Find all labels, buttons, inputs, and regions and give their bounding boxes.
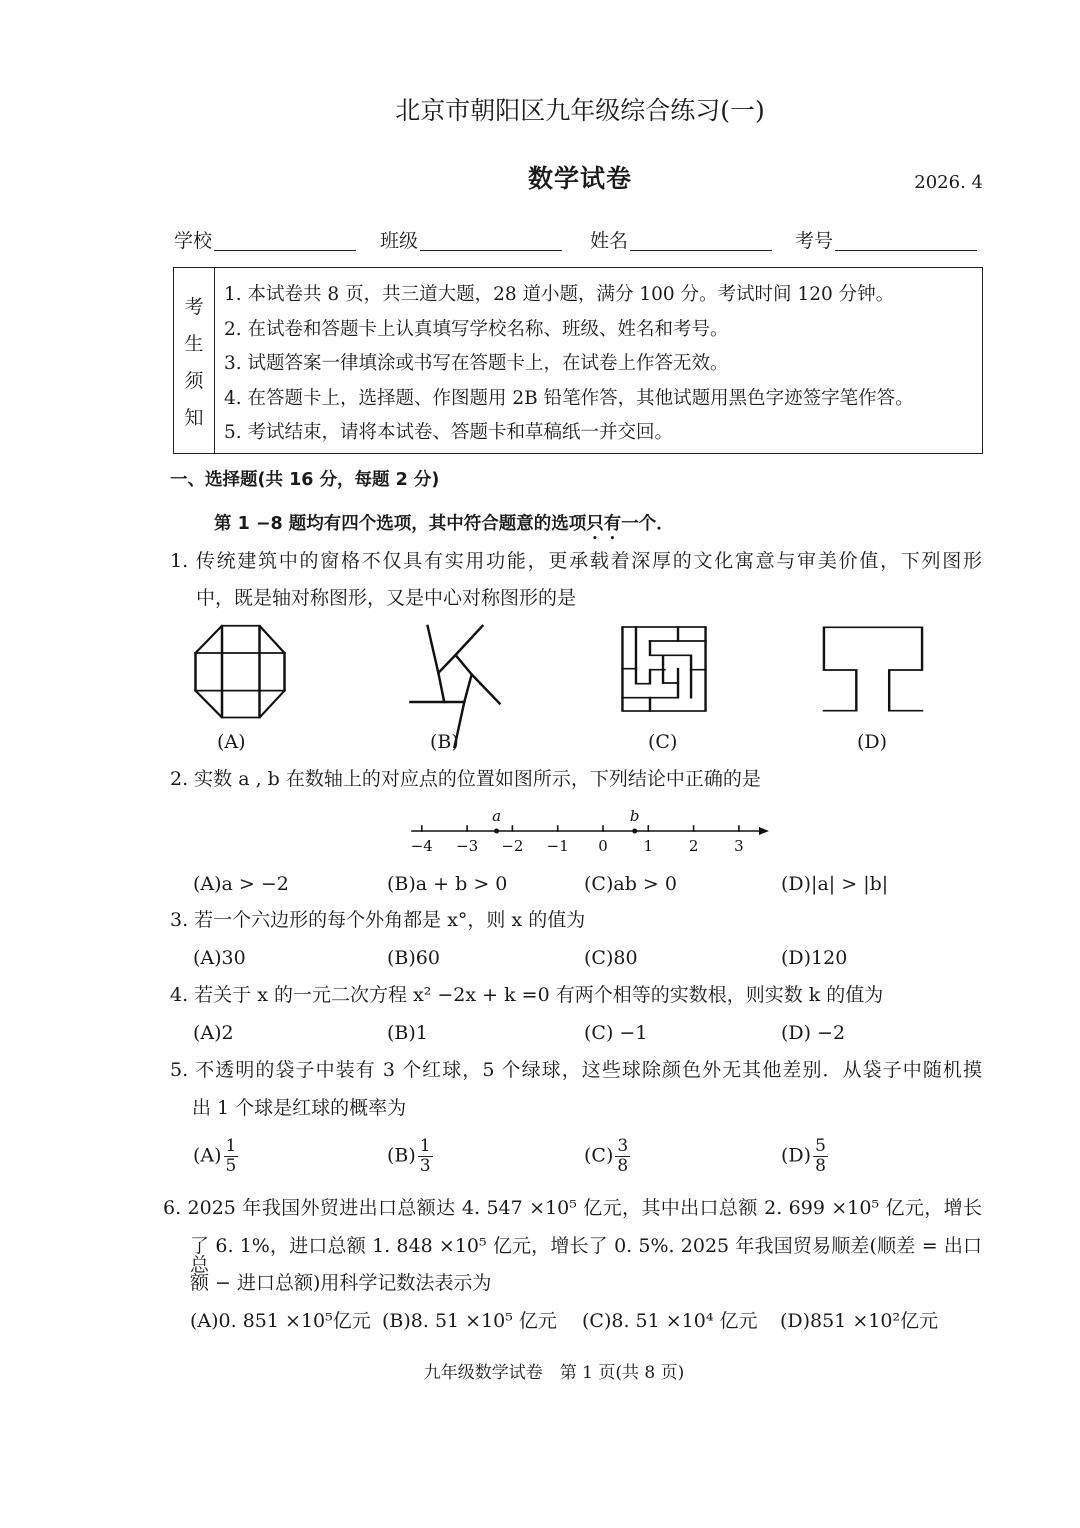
fraction [418, 1138, 433, 1175]
denominator: 8 [617, 1156, 629, 1176]
notice-label [174, 268, 215, 453]
notice-label-char: 须 [184, 369, 204, 392]
notice-label-char: 考 [184, 295, 204, 318]
question-6-stem-line: 额 − 进口总额)用科学记数法表示为 [190, 1272, 492, 1294]
number-line-point-a [494, 829, 499, 834]
name-blank [630, 230, 772, 251]
number-line-tick-label: −2 [501, 837, 524, 855]
numerator: 1 [225, 1136, 237, 1156]
number-line-tick-label: −1 [546, 837, 569, 855]
number-line [405, 800, 775, 860]
question-5-stem-line: 出 1 个球是红球的概率为 [192, 1097, 407, 1119]
school-field [174, 230, 356, 251]
question-4-option-d: (D) −2 [781, 1022, 846, 1044]
notice-item: 1. 本试卷共 8 页，共三道大题，28 道小题，满分 100 分。考试时间 120 分钟。 [224, 284, 895, 305]
question-6-stem-line: 6. 2025 年我国外贸进出口总额达 4. 547 ×10⁵ 亿元，其中出口总额 2. 699 ×10⁵ 亿元，增长 [163, 1197, 982, 1219]
class-field [380, 230, 562, 251]
page-footer: 九年级数学试卷 第 1 页(共 8 页) [423, 1363, 685, 1383]
fraction [813, 1138, 828, 1175]
field-label: 考号 [795, 230, 834, 252]
fraction [224, 1138, 239, 1175]
question-3-option-d: (D)120 [781, 947, 848, 969]
question-1-stem-line: 1. 传统建筑中的窗格不仅具有实用功能，更承载着深厚的文化寓意与审美价值，下列图形 [170, 550, 982, 572]
fraction [615, 1138, 630, 1175]
figure-label: (C) [648, 731, 678, 753]
question-2-option-d: (D)|a| > |b| [781, 873, 889, 895]
number-line-tick-label: −4 [410, 837, 433, 855]
question-5-option-c [584, 1138, 630, 1175]
figure-b-pinwheel [408, 624, 502, 748]
question-4-option-a: (A)2 [193, 1022, 234, 1044]
field-label: 姓名 [590, 230, 629, 252]
question-6-option-b: (B)8. 51 ×10⁵ 亿元 [382, 1310, 557, 1332]
number-line-point-label: a [492, 807, 502, 825]
question-4-option-c: (C) −1 [584, 1022, 648, 1044]
question-5-option-d [781, 1138, 828, 1175]
figure-c-maze [621, 626, 707, 712]
exam-number-blank [835, 230, 977, 251]
exam-notice-box [173, 267, 983, 454]
figure-label: (D) [857, 731, 888, 753]
notice-label-char: 生 [184, 332, 204, 355]
section-instruction [214, 514, 674, 544]
exam-date: 2026. 4 [914, 172, 983, 193]
notice-item: 4. 在答题卡上，选择题、作图题用 2B 铅笔作答，其他试题用黑色字迹签字笔作答。 [224, 387, 914, 409]
option-label: (C) [584, 1144, 614, 1167]
notice-item: 3. 试题答案一律填涂或书写在答题卡上，在试卷上作答无效。 [224, 353, 729, 374]
notice-label-char: 知 [184, 406, 204, 429]
question-3-stem: 3. 若一个六边形的每个外角都是 x°，则 x 的值为 [170, 909, 586, 931]
question-2-option-a: (A)a > −2 [193, 873, 289, 895]
section-heading: 一、选择题(共 16 分，每题 2 分) [170, 470, 440, 490]
question-1-stem-line: 中，既是轴对称图形，又是中心对称图形的是 [196, 587, 577, 609]
question-5-option-a [193, 1138, 238, 1175]
numerator: 5 [815, 1136, 826, 1156]
notice-item: 2. 在试卷和答题卡上认真填写学校名称、班级、姓名和考号。 [224, 318, 729, 340]
denominator: 3 [419, 1156, 431, 1176]
notice-item: 5. 考试结束，请将本试卷、答题卡和草稿纸一并交回。 [224, 422, 674, 443]
instruction-text: 第 1 −8 题均有四个选项，其中符合题意的选项 [214, 514, 587, 534]
option-label: (A) [193, 1144, 222, 1167]
number-line-tick-label: −3 [456, 837, 479, 855]
question-6-stem-line: 了 6. 1%，进口总额 1. 848 ×10⁵ 亿元，增长了 0. 5%. 2025 年我国贸易顺差(顺差 = 出口总 [190, 1235, 982, 1276]
denominator: 8 [815, 1156, 826, 1176]
question-6-option-a: (A)0. 851 ×10⁵亿元 [190, 1310, 371, 1332]
question-2-option-c: (C)ab > 0 [584, 873, 677, 895]
question-6-option-c: (C)8. 51 ×10⁴ 亿元 [582, 1310, 758, 1332]
numerator: 3 [617, 1136, 629, 1156]
question-5-stem-line: 5. 不透明的袋子中装有 3 个红球，5 个绿球，这些球除颜色外无其他差别．从袋子中随机摸 [170, 1059, 982, 1081]
figure-label: (A) [217, 731, 246, 753]
question-6-option-d: (D)851 ×10²亿元 [780, 1310, 939, 1332]
option-label: (D) [781, 1144, 812, 1167]
instruction-emphasis: 只有 [586, 514, 622, 534]
question-2-option-b: (B)a + b > 0 [387, 873, 508, 895]
figure-d-t-shape [822, 626, 924, 712]
number-line-tick-label: 1 [643, 837, 654, 855]
number-line-tick-label: 2 [688, 837, 699, 855]
figure-a-octagon-grid [193, 624, 288, 720]
class-blank [420, 230, 562, 251]
exam-subtitle: 数学试卷 [527, 164, 632, 193]
number-line-tick-label: 0 [598, 837, 608, 855]
question-5-option-b [387, 1138, 433, 1175]
number-line-point-b [632, 829, 637, 834]
question-4-stem: 4. 若关于 x 的一元二次方程 x² −2x + k =0 有两个相等的实数根，则实数 k 的值为 [170, 984, 884, 1006]
question-3-option-b: (B)60 [387, 947, 440, 969]
question-3-option-a: (A)30 [193, 947, 246, 969]
denominator: 5 [225, 1156, 237, 1176]
notice-items [224, 280, 914, 453]
instruction-text: 一个． [621, 514, 674, 534]
field-label: 学校 [174, 230, 213, 252]
exam-title: 北京市朝阳区九年级综合练习(一) [395, 96, 765, 125]
field-label: 班级 [380, 230, 419, 252]
arrow-icon [759, 827, 769, 835]
number-line-point-label: b [629, 807, 640, 825]
school-blank [214, 230, 356, 251]
figure-label: (B) [430, 731, 459, 753]
name-field [590, 230, 772, 251]
numerator: 1 [419, 1136, 431, 1156]
question-2-stem: 2. 实数 a , b 在数轴上的对应点的位置如图所示，下列结论中正确的是 [170, 768, 761, 790]
number-line-tick-label: 3 [734, 837, 744, 855]
question-3-option-c: (C)80 [584, 947, 638, 969]
option-label: (B) [387, 1144, 416, 1167]
exam-number-field [795, 230, 977, 251]
question-4-option-b: (B)1 [387, 1022, 428, 1044]
